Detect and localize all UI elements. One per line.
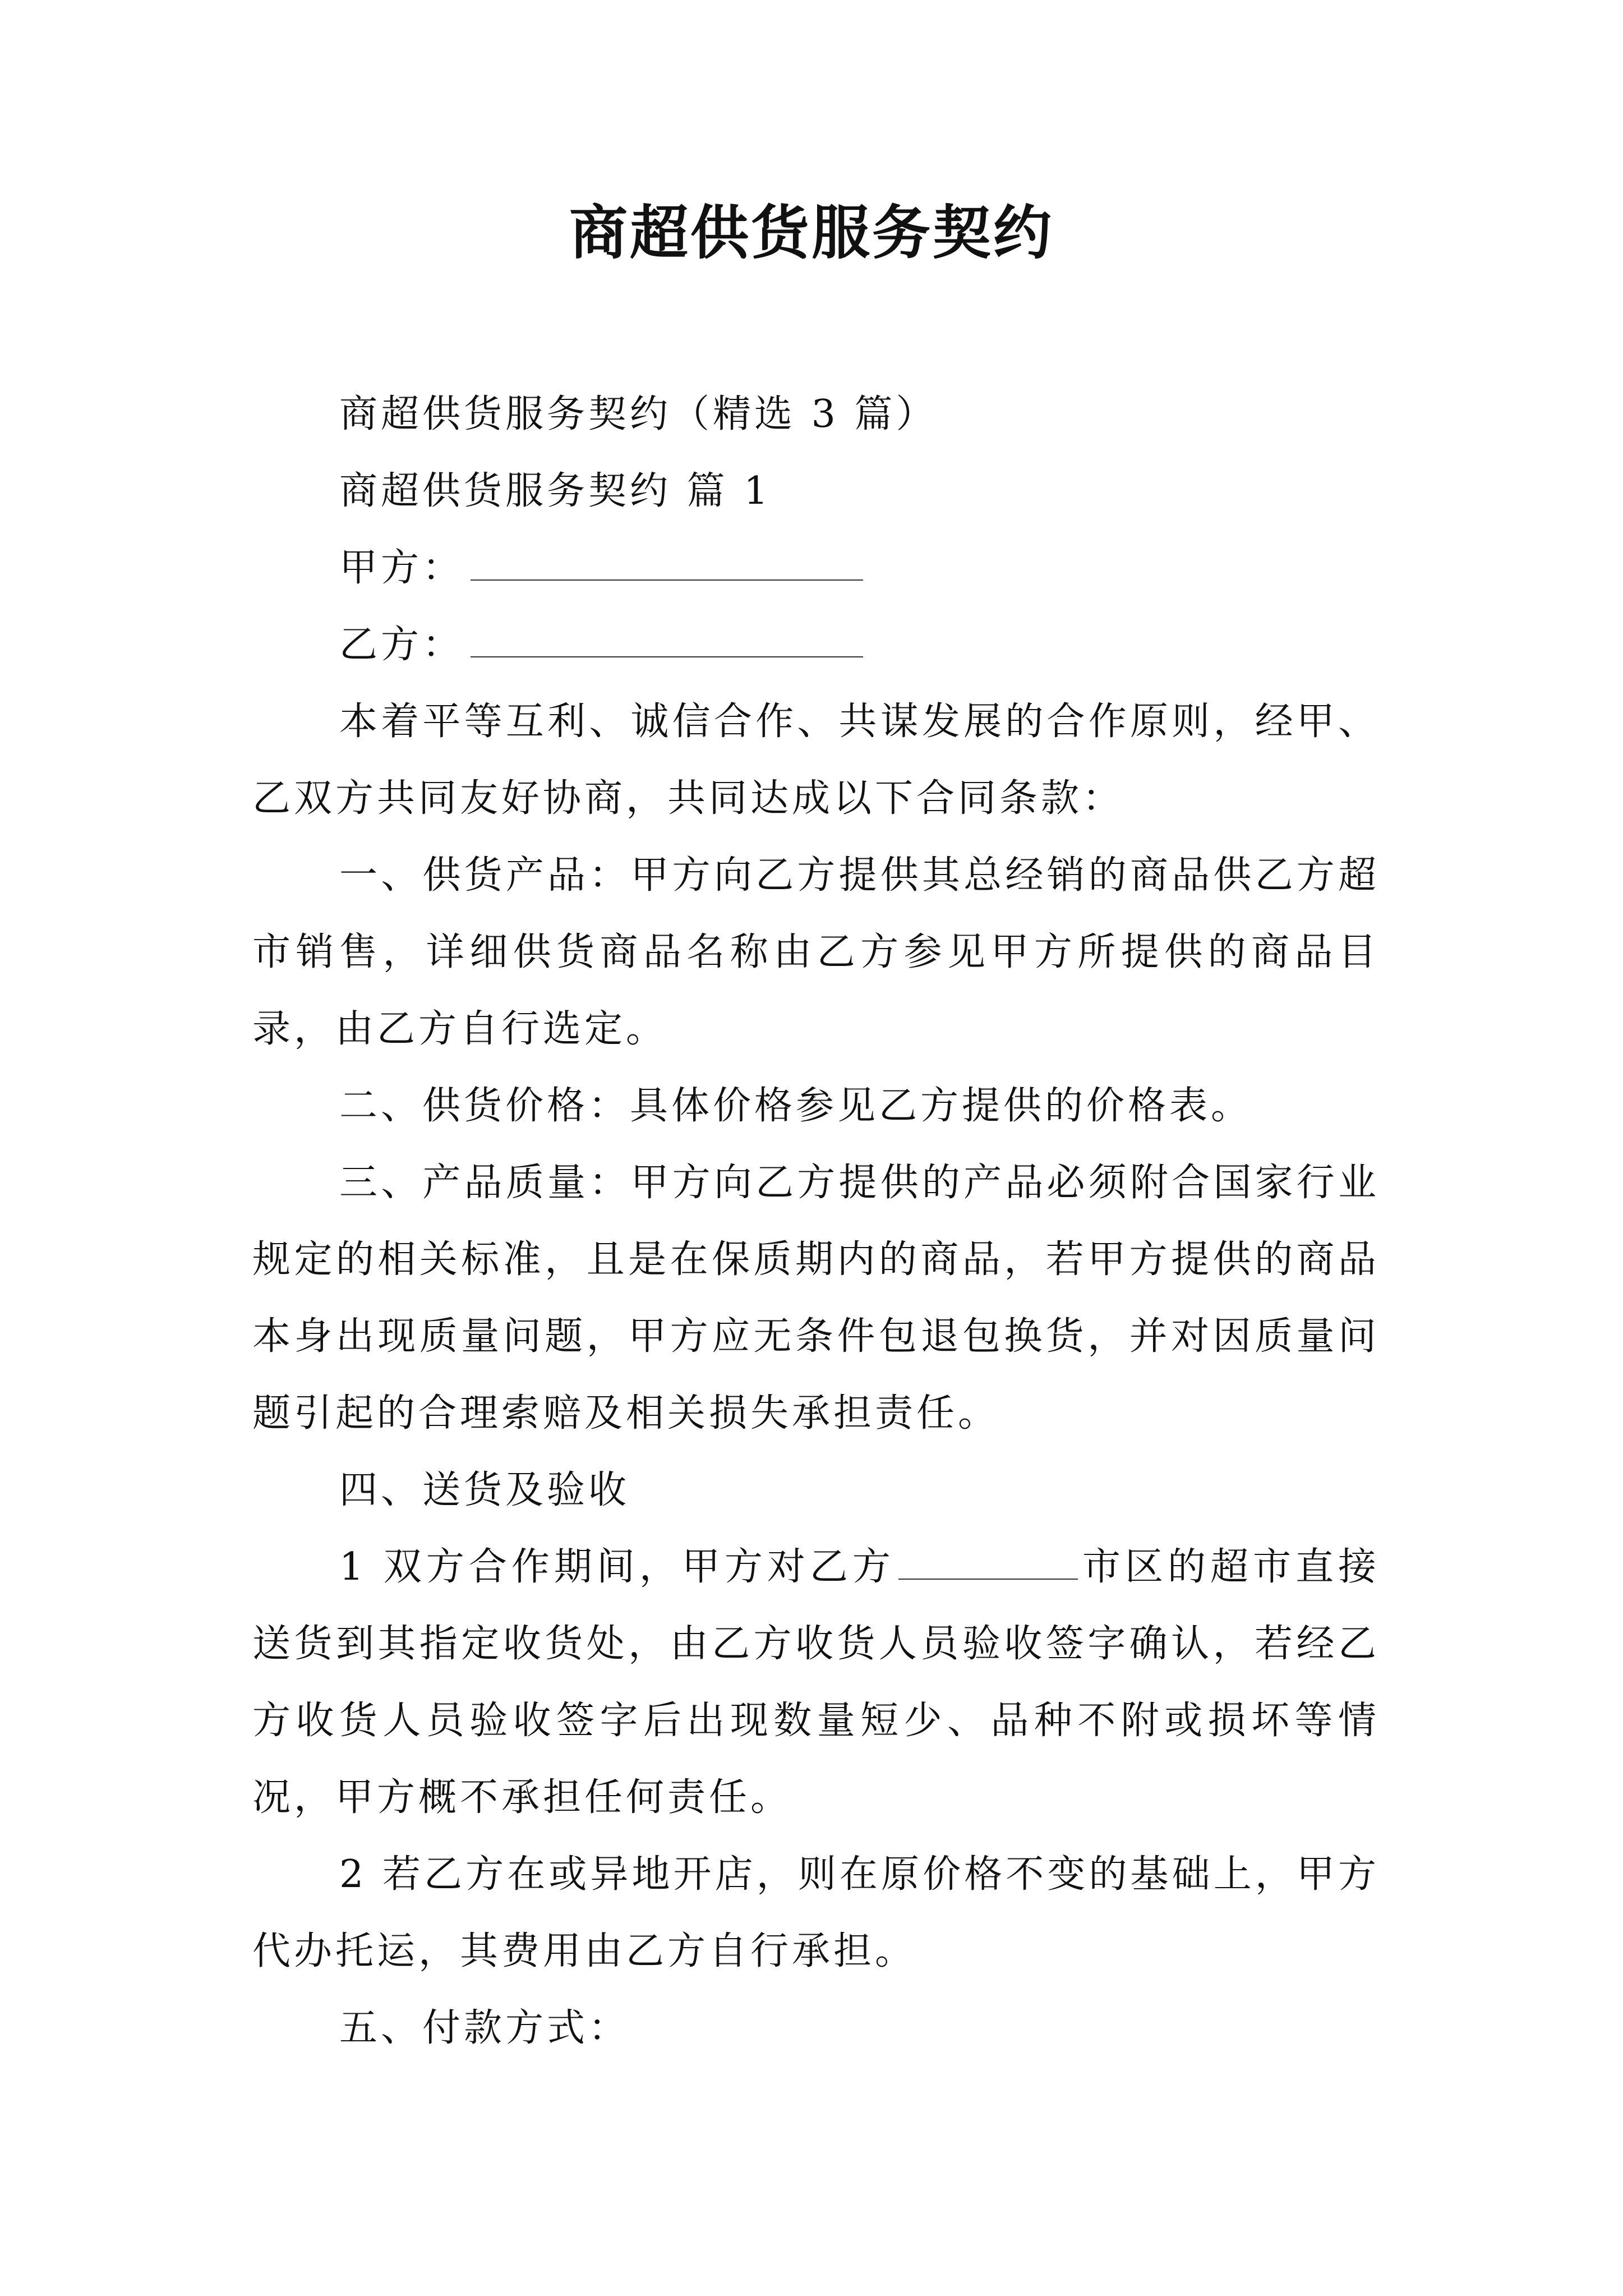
part-heading: 商超供货服务契约 篇 1 [339, 469, 772, 513]
document-title: 商超供货服务契约 [569, 198, 1054, 267]
clause-4-2: 2 若乙方在或异地开店，则在原价格不变的基础上，甲方代办托运，其费用由乙方自行承担。 [252, 1852, 1380, 1973]
clause-4-1 [252, 1529, 1380, 1836]
clause-2: 二、供货价格：具体价格参见乙方提供的价格表。 [339, 1084, 1253, 1128]
clause-4-1-after: 市区的超市直接送货到其指定收货处，由乙方收货人员验收签字确认，若经乙方收货人员验收签字后出现数量短少、品种不附或损坏等情况，甲方概不承担任何责任。 [252, 1545, 1380, 1820]
party-b-line [252, 606, 1380, 683]
clause-4-1-before: 1 双方合作期间，甲方对乙方 [339, 1545, 895, 1589]
document-body [252, 376, 1380, 2067]
clause-5-heading: 五、付款方式： [339, 2006, 630, 2050]
party-a-line [252, 530, 1380, 606]
subtitle: 商超供货服务契约（精选 3 篇） [339, 392, 938, 436]
party-a-label: 甲方： [339, 546, 464, 590]
intro-paragraph: 本着平等互利、诚信合作、共谋发展的合作原则，经甲、乙双方共同友好协商，共同达成以下合同条款： [252, 700, 1380, 821]
city-blank [898, 1556, 1078, 1580]
party-b-blank [471, 634, 863, 657]
clause-4-heading: 四、送货及验收 [339, 1468, 630, 1512]
party-b-label: 乙方： [339, 623, 464, 667]
clause-1: 一、供货产品：甲方向乙方提供其总经销的商品供乙方超市销售，详细供货商品名称由乙方参见甲方所提供的商品目录，由乙方自行选定。 [252, 853, 1380, 1051]
clause-3: 三、产品质量：甲方向乙方提供的产品必须附合国家行业规定的相关标准，且是在保质期内的商品，若甲方提供的商品本身出现质量问题，甲方应无条件包退包换货，并对因质量问题引起的合理索赔及相关损失承担责任。 [252, 1161, 1380, 1435]
party-a-blank [471, 557, 863, 581]
